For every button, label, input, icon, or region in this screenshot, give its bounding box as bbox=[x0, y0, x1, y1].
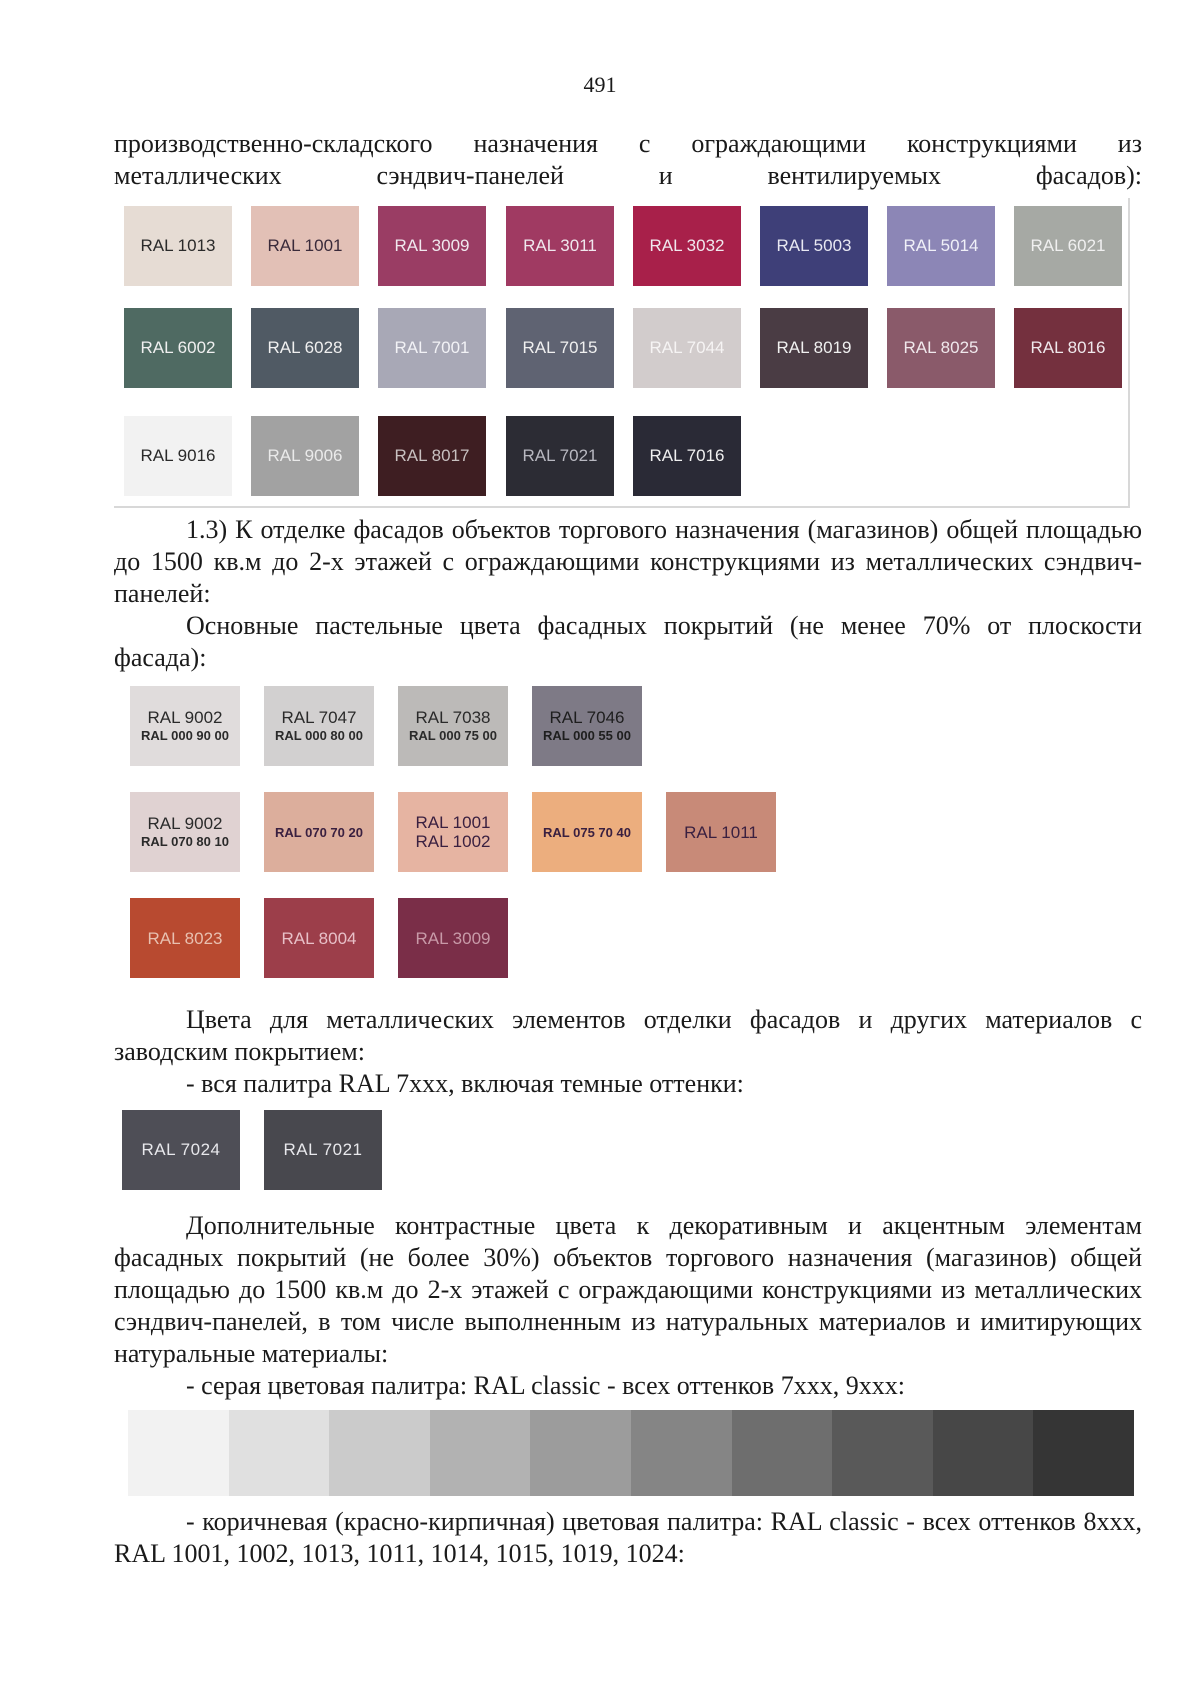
paragraph-grey-palette: - серая цветовая палитра: RAL classic - всех оттенков 7xxx, 9xxx: bbox=[186, 1371, 905, 1400]
paragraph-1-3: 1.3) К отделке фасадов объектов торгового назначения (магазинов) общей площадью до 1500 кв.м до 2-х этажей с ограждающими конструкциями из металлических сэндвич-панелей: bbox=[114, 515, 1142, 608]
color-swatch bbox=[506, 416, 614, 496]
swatch-label: RAL 7001 bbox=[394, 338, 470, 357]
swatch-label: RAL 3009 bbox=[415, 928, 491, 948]
swatch-label: RAL 1011 bbox=[684, 822, 758, 842]
swatch-label: RAL 7024 bbox=[141, 1140, 221, 1159]
swatch-label: RAL 5003 bbox=[776, 236, 852, 255]
color-swatch bbox=[1014, 206, 1122, 286]
color-swatch bbox=[378, 308, 486, 388]
swatch-label: RAL 7015 bbox=[522, 338, 598, 357]
swatch-label: RAL 5014 bbox=[903, 236, 979, 255]
color-swatch bbox=[506, 308, 614, 388]
color-swatch bbox=[633, 206, 741, 286]
swatch-label: RAL 6021 bbox=[1030, 236, 1106, 255]
swatch-label: RAL 1002 bbox=[415, 832, 491, 851]
swatch-label: RAL 8017 bbox=[394, 446, 470, 465]
swatch-label: RAL 3009 bbox=[394, 236, 470, 255]
intro-paragraph: производственно-складского назначения с ограждающими конструкциями из металлических сэндвич-панелей и вентилируемых фасадов): bbox=[114, 129, 1142, 190]
swatch-label: RAL 7046 bbox=[549, 708, 625, 727]
paragraph-pastel: Основные пастельные цвета фасадных покрытий (не менее 70% от плоскости фасада): bbox=[114, 611, 1142, 672]
grey-step bbox=[631, 1410, 732, 1496]
swatch-label: RAL 1001 bbox=[415, 813, 491, 832]
color-swatch bbox=[130, 898, 240, 978]
swatch-label: RAL 7021 bbox=[283, 1140, 363, 1159]
color-swatch bbox=[398, 686, 508, 766]
color-swatch bbox=[130, 792, 240, 872]
color-swatch bbox=[760, 308, 868, 388]
color-swatch bbox=[666, 792, 776, 872]
swatch-label: RAL 8019 bbox=[776, 338, 852, 357]
paragraph-metal: Цвета для металлических элементов отделки фасадов и других материалов с заводским покрытием: bbox=[114, 1005, 1142, 1066]
color-swatch bbox=[124, 416, 232, 496]
swatch-label: RAL 1013 bbox=[140, 236, 216, 255]
color-swatch bbox=[264, 1110, 382, 1190]
color-swatch bbox=[887, 308, 995, 388]
color-swatch bbox=[130, 686, 240, 766]
swatch-label: RAL 8023 bbox=[147, 928, 223, 948]
color-swatch bbox=[251, 308, 359, 388]
color-swatch bbox=[264, 686, 374, 766]
color-swatch bbox=[398, 792, 508, 872]
paragraph-metal-list: - вся палитра RAL 7xxx, включая темные оттенки: bbox=[186, 1069, 744, 1098]
swatch-label: RAL 7038 bbox=[415, 708, 491, 727]
color-swatch bbox=[532, 792, 642, 872]
swatch-label: RAL 000 90 00 bbox=[141, 728, 229, 743]
paragraph-brown-palette: - коричневая (красно-кирпичная) цветовая палитра: RAL classic - всех оттенков 8xxx, RAL 1001, 1002, 1013, 1011, 1014, 1015, 1019, 1024: bbox=[114, 1507, 1142, 1568]
grey-step bbox=[1033, 1410, 1134, 1496]
grey-step bbox=[530, 1410, 631, 1496]
swatch-label: RAL 7021 bbox=[522, 446, 598, 465]
swatch-label: RAL 3032 bbox=[649, 236, 725, 255]
color-swatch bbox=[633, 308, 741, 388]
swatch-label: RAL 8025 bbox=[903, 338, 979, 357]
swatch-label: RAL 000 75 00 bbox=[409, 728, 497, 743]
color-swatch bbox=[264, 898, 374, 978]
swatch-label: RAL 7044 bbox=[649, 338, 725, 357]
color-swatch bbox=[633, 416, 741, 496]
swatch-label: RAL 6002 bbox=[140, 338, 216, 357]
color-swatch bbox=[264, 792, 374, 872]
grey-step bbox=[732, 1410, 833, 1496]
color-swatch bbox=[887, 206, 995, 286]
swatch-label: RAL 9006 bbox=[267, 446, 343, 465]
grey-step bbox=[832, 1410, 933, 1496]
grey-step bbox=[229, 1410, 330, 1496]
swatch-label: RAL 070 80 10 bbox=[141, 834, 229, 849]
color-swatch bbox=[122, 1110, 240, 1190]
color-swatch bbox=[506, 206, 614, 286]
grey-step bbox=[128, 1410, 229, 1496]
paragraph-contrast: Дополнительные контрастные цвета к декоративным и акцентным элементам фасадных покрытий (не более 30%) объектов торгового назначения (магазинов) общей площадью до 1500 кв.м до 2-х этажей с ограждающими конструкциями из металлических сэндвич-панелей, в том числе выполненным из натуральных материалов и имитирующих натуральные материалы: bbox=[114, 1211, 1142, 1368]
color-swatch bbox=[124, 206, 232, 286]
color-swatch bbox=[251, 206, 359, 286]
color-swatch bbox=[1014, 308, 1122, 388]
swatch-label: RAL 6028 bbox=[267, 338, 343, 357]
color-swatch bbox=[378, 416, 486, 496]
color-swatch bbox=[251, 416, 359, 496]
swatch-label: RAL 075 70 40 bbox=[543, 824, 631, 840]
swatch-label: RAL 000 55 00 bbox=[543, 728, 631, 743]
color-swatch bbox=[760, 206, 868, 286]
swatch-label: RAL 8016 bbox=[1030, 338, 1106, 357]
swatch-label: RAL 1001 bbox=[267, 236, 343, 255]
grey-step bbox=[933, 1410, 1034, 1496]
swatch-label: RAL 8004 bbox=[281, 928, 357, 948]
swatch-label: RAL 7016 bbox=[649, 446, 725, 465]
swatch-label: RAL 9002 bbox=[147, 814, 223, 833]
color-swatch bbox=[398, 898, 508, 978]
color-swatch bbox=[532, 686, 642, 766]
page-number: 491 bbox=[583, 72, 617, 97]
swatch-label: RAL 9002 bbox=[147, 708, 223, 727]
swatch-label: RAL 070 70 20 bbox=[275, 824, 363, 840]
grey-step bbox=[430, 1410, 531, 1496]
grey-step bbox=[329, 1410, 430, 1496]
swatch-label: RAL 3011 bbox=[523, 236, 597, 255]
swatch-label: RAL 9016 bbox=[140, 446, 216, 465]
color-swatch bbox=[378, 206, 486, 286]
swatch-label: RAL 7047 bbox=[281, 708, 357, 727]
swatch-label: RAL 000 80 00 bbox=[275, 728, 363, 743]
color-swatch bbox=[124, 308, 232, 388]
grey-gradient-bar bbox=[128, 1410, 1134, 1496]
